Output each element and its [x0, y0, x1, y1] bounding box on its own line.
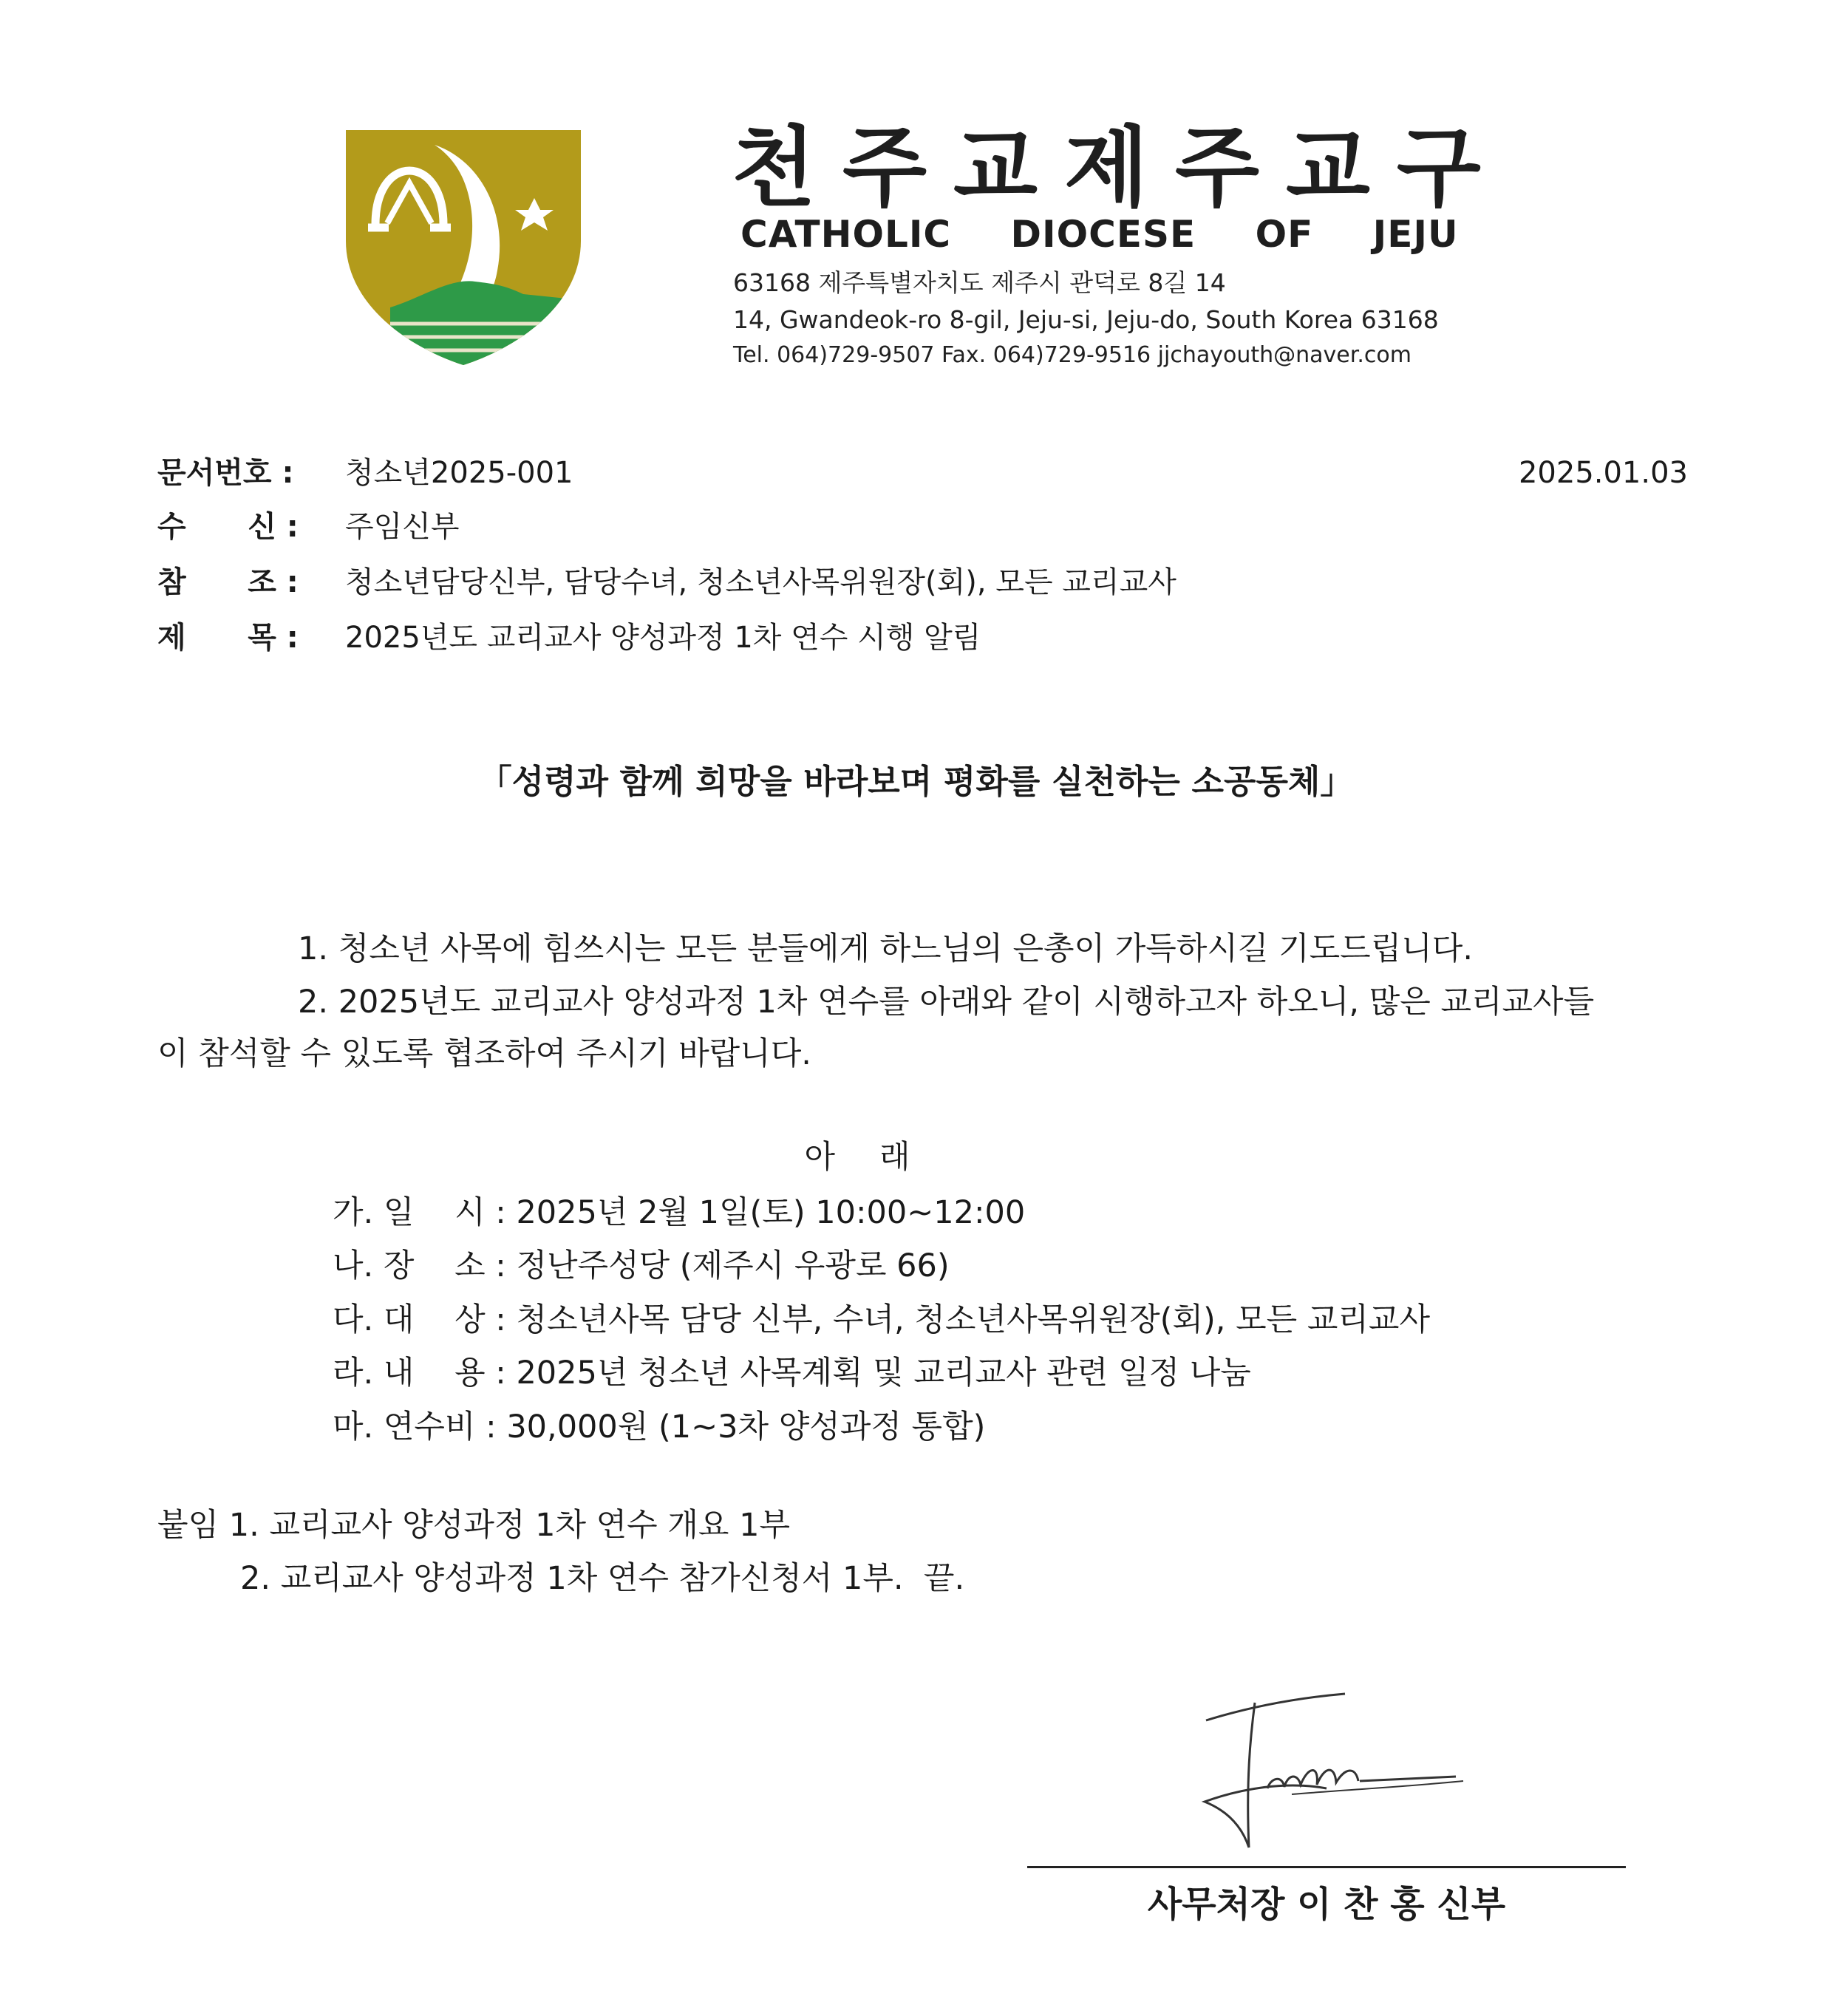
paragraph-1: 1. 청소년 사목에 힘쓰시는 모든 분들에게 하느님의 은총이 가득하시길 기도드립니다. — [298, 930, 1474, 967]
recipient: 주임신부 — [345, 510, 460, 544]
paragraph-2-line-2: 이 참석할 수 있도록 협조하여 주시기 바랍니다. — [157, 1035, 811, 1072]
doc-number-label: 문서번호 : — [157, 456, 294, 490]
attachment-2: 2. 교리교사 양성과정 1차 연수 참가신청서 1부. 끝. — [240, 1560, 965, 1597]
reference: 청소년담당신부, 담당수녀, 청소년사목위원장(회), 모든 교리교사 — [345, 565, 1177, 599]
detail-item-content: 라. 내 용 : 2025년 청소년 사목계획 및 교리교사 관련 일정 나눔 — [333, 1355, 1251, 1392]
handwritten-signature — [1197, 1678, 1485, 1855]
detail-item-fee: 마. 연수비 : 30,000원 (1~3차 양성과정 통합) — [333, 1409, 986, 1445]
org-name-en: CATHOLIC DIOCESE OF JEJU — [740, 213, 1459, 256]
detail-item-date: 가. 일 시 : 2025년 2월 1일(토) 10:00~12:00 — [333, 1194, 1026, 1231]
detail-item-audience: 다. 대 상 : 청소년사목 담당 신부, 수녀, 청소년사목위원장(회), 모든 교리교사 — [333, 1301, 1431, 1338]
doc-number: 청소년2025-001 — [345, 456, 573, 490]
paragraph-2-line-1: 2. 2025년도 교리교사 양성과정 1차 연수를 아래와 같이 시행하고자 하오니, 많은 교리교사들 — [298, 984, 1595, 1021]
signature-line — [1027, 1866, 1626, 1868]
recipient-label: 수 신 : — [157, 510, 299, 544]
signer-name: 사무처장 이 찬 홍 신부 — [1147, 1884, 1506, 1925]
details-title: 아래 — [804, 1139, 955, 1176]
detail-item-place: 나. 장 소 : 정난주성당 (제주시 우광로 66) — [333, 1247, 950, 1284]
subject-label: 제 목 : — [157, 621, 299, 655]
subject: 2025년도 교리교사 양성과정 1차 연수 시행 알림 — [345, 621, 981, 655]
org-name-ko: 천주교제주교구 — [732, 117, 1508, 219]
diocese-logo — [346, 130, 581, 365]
reference-label: 참 조 : — [157, 565, 299, 599]
address-ko: 63168 제주특별자치도 제주시 관덕로 8길 14 — [733, 268, 1226, 297]
contact-info: Tel. 064)729-9507 Fax. 064)729-9516 jjchayouth@naver.com — [733, 342, 1412, 368]
doc-date: 2025.01.03 — [1518, 456, 1688, 490]
attachment-1: 붙임 1. 교리교사 양성과정 1차 연수 개요 1부 — [157, 1507, 791, 1544]
motto: 「성령과 함께 희망을 바라보며 평화를 실천하는 소공동체」 — [478, 762, 1354, 801]
address-en: 14, Gwandeok-ro 8-gil, Jeju-si, Jeju-do, South Korea 63168 — [733, 305, 1439, 334]
